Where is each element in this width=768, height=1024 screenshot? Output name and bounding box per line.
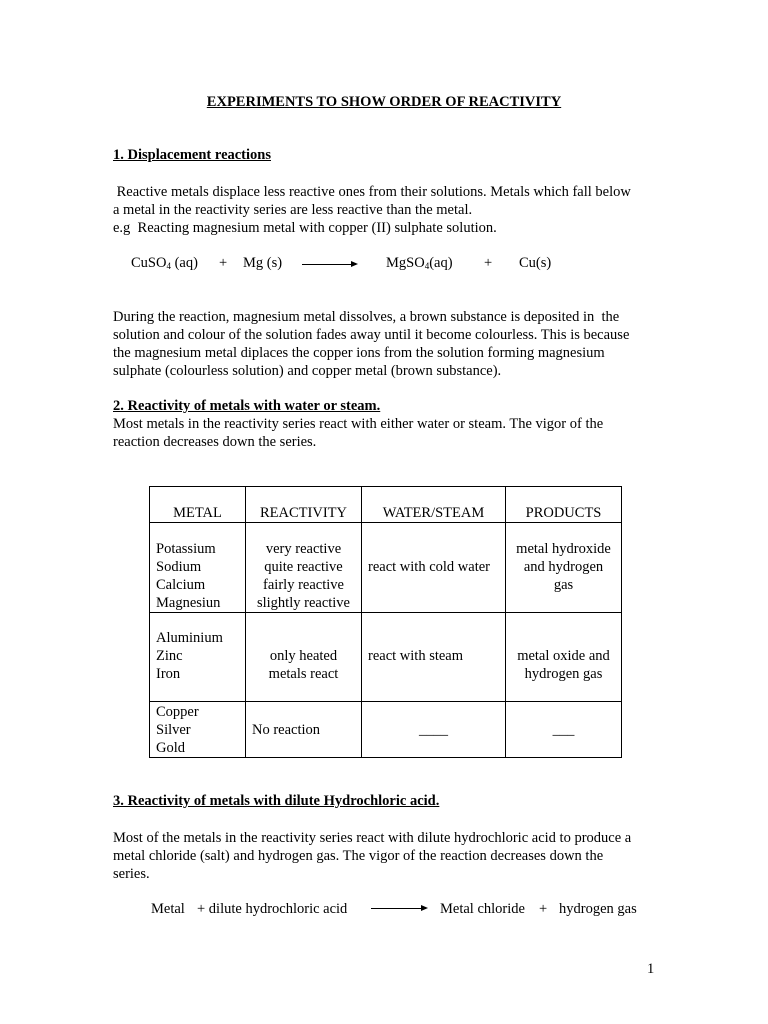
table-row — [150, 702, 622, 758]
water-steam-cell: react with cold water — [362, 523, 506, 613]
reactivity-cell: only heated metals react — [246, 613, 362, 702]
water-steam-cell: react with steam — [362, 613, 506, 702]
reactivity-cell: very reactive quite reactive fairly reactive slightly reactive — [246, 523, 362, 613]
explanation-line: During the reaction, magnesium metal dissolves, a brown substance is deposited in the — [113, 309, 620, 325]
table-row — [150, 613, 622, 702]
reactivity-cell: No reaction — [246, 702, 362, 758]
explanation-line: the magnesium metal diplaces the copper ions from the solution forming magnesium — [113, 345, 605, 361]
section1-para-line: Reactive metals displace less reactive ones from their solutions. Metals which fall below — [113, 184, 631, 200]
product-magnesium-sulphate: MgSO$_4$(aq) — [386, 255, 453, 271]
reaction-arrow — [371, 908, 426, 909]
section1-para-line: e.g Reacting magnesium metal with copper (II) sulphate solution. — [113, 220, 497, 236]
reactant-metal: Metal — [151, 901, 185, 917]
page-number: 1 — [647, 961, 655, 977]
section3-heading: 3. Reactivity of metals with dilute Hydrochloric acid. — [113, 793, 440, 809]
plus-sign: + — [484, 255, 493, 271]
table-header-row — [150, 487, 622, 523]
section3-para-line: metal chloride (salt) and hydrogen gas. The vigor of the reaction decreases down the — [113, 848, 604, 864]
section2-para-line: Most metals in the reactivity series react with either water or steam. The vigor of the — [113, 416, 604, 432]
table-row — [150, 523, 622, 613]
metal-cell: Potassium Sodium Calcium Magnesiun — [150, 523, 246, 613]
section3-para-line: Most of the metals in the reactivity series react with dilute hydrochloric acid to produce a — [113, 830, 632, 846]
plus-sign: + — [219, 255, 228, 271]
reactant-acid: + dilute hydrochloric acid — [197, 901, 348, 917]
section2-heading: 2. Reactivity of metals with water or steam. — [113, 398, 381, 414]
product-copper: Cu(s) — [519, 255, 552, 271]
metal-cell: Aluminium Zinc Iron — [150, 613, 246, 702]
explanation-line: solution and colour of the solution fades away until it become colourless. This is because — [113, 327, 630, 343]
metal-cell: Copper Silver Gold — [150, 702, 246, 758]
header-products: PRODUCTS — [506, 487, 622, 523]
page-title: EXPERIMENTS TO SHOW ORDER OF REACTIVITY — [206, 94, 562, 110]
product-hydrogen-gas: hydrogen gas — [559, 901, 637, 917]
section1-para-line: a metal in the reactivity series are less reactive than the metal. — [113, 202, 473, 218]
products-cell: metal oxide and hydrogen gas — [506, 613, 622, 702]
reactivity-table — [149, 486, 622, 758]
section2-para-line: reaction decreases down the series. — [113, 434, 317, 450]
reactant-copper-sulphate: CuSO$_4$ (aq) — [131, 255, 198, 271]
header-metal: METAL — [150, 487, 246, 523]
section3-para-line: series. — [113, 866, 150, 882]
water-steam-cell: ____ — [362, 702, 506, 758]
explanation-line: sulphate (colourless solution) and copper metal (brown substance). — [113, 363, 502, 379]
products-cell: ___ — [506, 702, 622, 758]
section1-heading: 1. Displacement reactions — [113, 147, 271, 163]
header-reactivity: REACTIVITY — [246, 487, 362, 523]
header-water-steam: WATER/STEAM — [362, 487, 506, 523]
reactant-magnesium: Mg (s) — [243, 255, 283, 271]
plus-sign: + — [539, 901, 548, 917]
products-cell: metal hydroxide and hydrogen gas — [506, 523, 622, 613]
reaction-arrow — [302, 264, 356, 265]
product-metal-chloride: Metal chloride — [440, 901, 525, 917]
